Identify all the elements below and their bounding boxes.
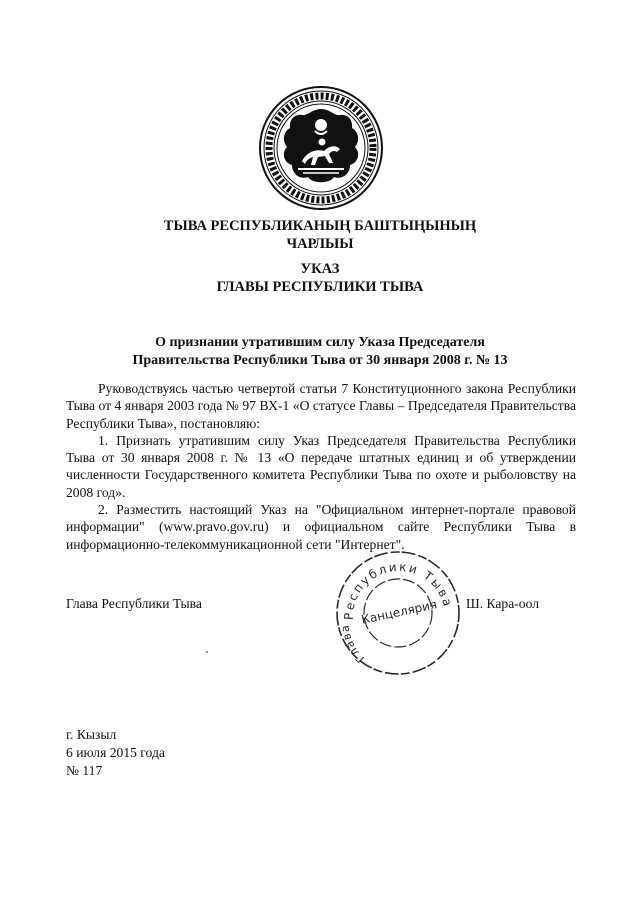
decree-body	[66, 380, 576, 553]
chancellery-stamp-icon	[333, 548, 463, 678]
decree-issuer: ГЛАВЫ РЕСПУБЛИКИ ТЫВА	[216, 279, 424, 295]
preamble-paragraph: Руководствуясь частью четвертой статьи 7 Конституционного закона Республики Тыва от 4 января 2003 года № 97 ВХ-1 «О статусе Главы – Председателя Правительства Республики Тыва», постановляю:	[66, 381, 576, 431]
stamp-ring-text: Республики Тыва	[341, 559, 456, 621]
decree-subject	[0, 334, 640, 370]
tuva-coat-of-arms-icon	[258, 85, 384, 211]
item-2-paragraph: 2. Разместить настоящий Указ на "Официальном интернет-портале правовой информации" (www.pravo.gov.ru) и официальном сайте Республики Тыва в информационно-телекоммуникационной сети "Интернет".	[66, 502, 576, 552]
tuvan-title-line2: ЧАРЛЫЫ	[286, 236, 354, 252]
date: 6 июля 2015 года	[66, 745, 165, 760]
place-and-date	[66, 726, 165, 780]
decree-word: УКАЗ	[300, 261, 340, 277]
stamp-ring-text-left: Глава	[338, 623, 368, 666]
signature-mark	[206, 651, 208, 653]
svg-text:Глава	[338, 624, 367, 666]
subject-line2: Правительства Республики Тыва от 30 января 2008 г. № 13	[132, 353, 508, 368]
subject-line1: О признании утратившим силу Указа Председателя	[155, 335, 485, 350]
decree-number: № 117	[66, 763, 103, 778]
stamp-center-text: Канцелярия	[360, 597, 439, 627]
signatory-title: Глава Республики Тыва	[66, 596, 202, 611]
signatory-name: Ш. Кара-оол	[466, 596, 539, 611]
item-1-paragraph: 1. Признать утратившим силу Указ Председателя Правительства Республики Тыва от 30 января 2008 г. № 13 «О передаче штатных единиц и об утверждении численности Государственного комитета Республики Тыва по охоте и рыболовству на 2008 год».	[66, 432, 576, 500]
tuvan-title	[0, 217, 640, 253]
place: г. Кызыл	[66, 727, 117, 742]
tuvan-title-line1: ТЫВА РЕСПУБЛИКАНЫҢ БАШТЫҢЫНЫҢ	[163, 218, 477, 234]
